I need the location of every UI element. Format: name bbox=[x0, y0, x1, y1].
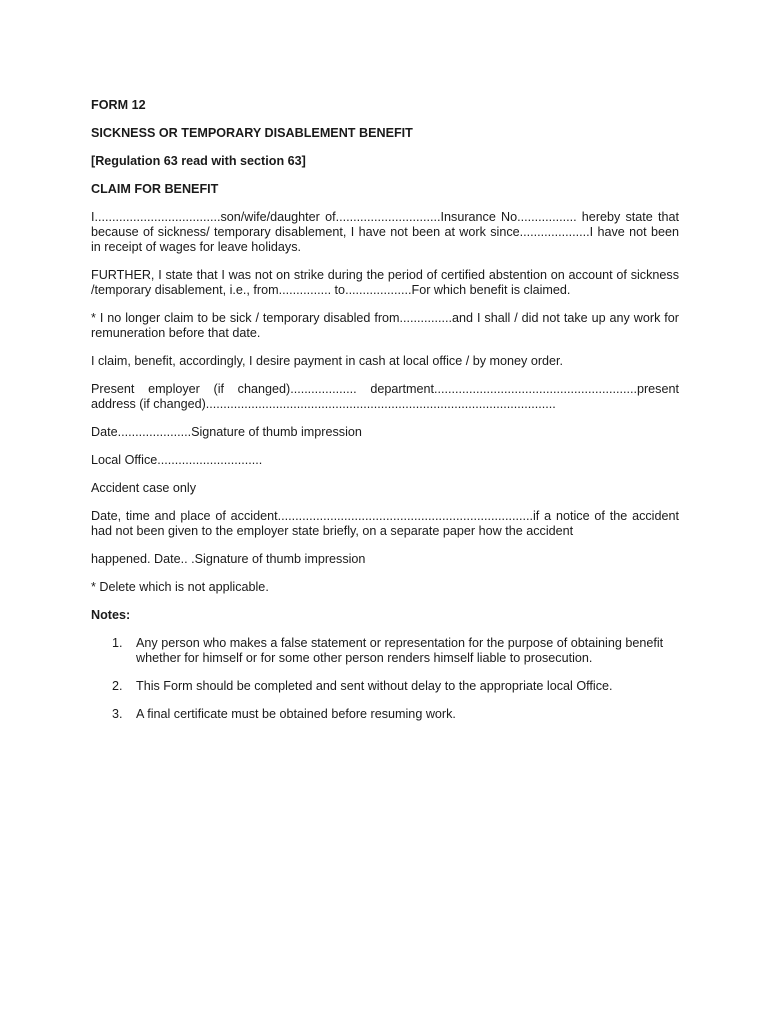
note-text: This Form should be completed and sent without delay to the appropriate local Office. bbox=[136, 679, 613, 693]
note-text: Any person who makes a false statement or representation for the purpose of obtaining benefit whether for himself or for some other person renders himself liable to prosecution. bbox=[136, 636, 664, 665]
notes-list bbox=[91, 636, 679, 722]
note-item bbox=[91, 679, 679, 694]
accident-case-label: Accident case only bbox=[91, 481, 197, 495]
form-number: FORM 12 bbox=[91, 98, 146, 112]
claimant-statement-paragraph: I....................................son/wife/daughter of..............................Insurance No................. hereby state that because of sickness/ temporary disablement, I have not been at work since....................I have not been in receipt of wages for leave holidays. bbox=[91, 210, 679, 254]
date-signature-line: Date.....................Signature of thumb impression bbox=[91, 425, 362, 439]
note-text: A final certificate must be obtained before resuming work. bbox=[136, 707, 456, 721]
note-item bbox=[91, 636, 679, 666]
note-number: 2. bbox=[112, 679, 123, 693]
local-office-line: Local Office.............................. bbox=[91, 453, 263, 467]
employer-address-paragraph: Present employer (if changed)................... department..........................................................present address (if changed).................................................................................................... bbox=[91, 382, 679, 411]
note-number: 1. bbox=[112, 636, 123, 650]
note-number: 3. bbox=[112, 707, 123, 721]
no-longer-claim-paragraph: * I no longer claim to be sick / temporary disabled from...............and I shall / did not take up any work for remuneration before that date. bbox=[91, 311, 679, 340]
payment-claim-paragraph: I claim, benefit, accordingly, I desire payment in cash at local office / by money order. bbox=[91, 354, 564, 368]
form-subtitle: CLAIM FOR BENEFIT bbox=[91, 182, 219, 196]
delete-instruction: * Delete which is not applicable. bbox=[91, 580, 269, 594]
form-content bbox=[91, 98, 679, 722]
form-title: SICKNESS OR TEMPORARY DISABLEMENT BENEFIT bbox=[91, 126, 413, 140]
accident-signature-line: happened. Date.. .Signature of thumb impression bbox=[91, 552, 366, 566]
strike-statement-paragraph: FURTHER, I state that I was not on strike during the period of certified abstention on account of sickness /temporary disablement, i.e., from............... to...................For which benefit is claimed. bbox=[91, 268, 679, 297]
notes-heading: Notes: bbox=[91, 608, 131, 622]
form-regulation: [Regulation 63 read with section 63] bbox=[91, 154, 306, 168]
accident-details-paragraph: Date, time and place of accident.........................................................................if a notice of the accident had not been given to the employer state briefly, on a separate paper how the accident bbox=[91, 509, 679, 538]
note-item bbox=[91, 707, 679, 722]
